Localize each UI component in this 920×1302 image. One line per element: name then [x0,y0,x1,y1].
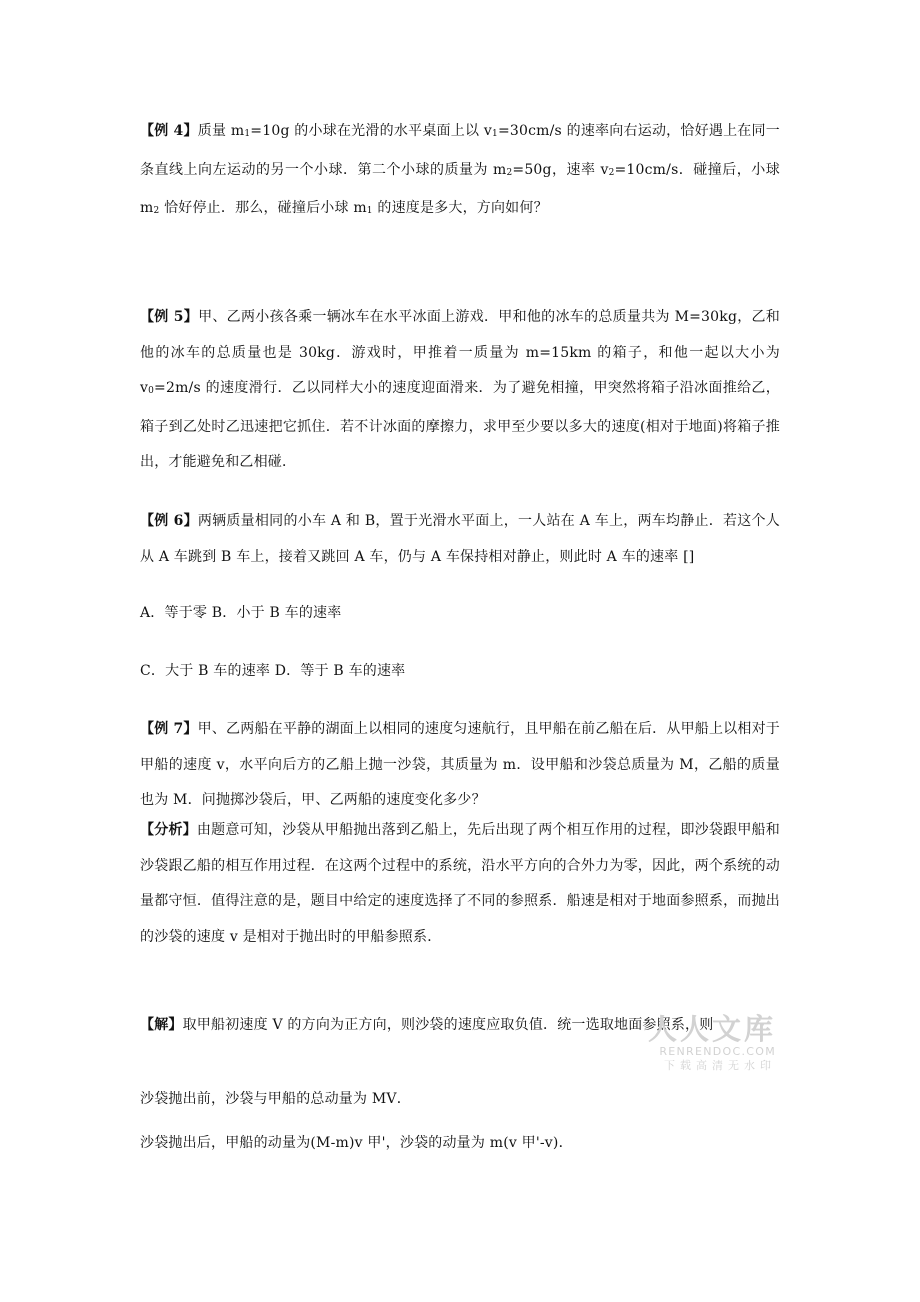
analysis-tag: 【分析】 [140,822,197,838]
watermark-url: RENRENDOC.COM [659,1045,776,1058]
example-6-options-ab: A．等于零 B．小于 B 车的速率 [140,605,342,621]
analysis-text: 由题意可知，沙袋从甲船抛出落到乙船上，先后出现了两个相互作用的过程，即沙袋跟甲船和沙袋跟乙船的相互作用过程．在这两个过程中的系统，沿水平方向的合外力为零，因此，两个系统的动量都守恒．值得注意的是，题目中给定的速度选择了不同的参照系．船速是相对于地面参照系，而抛出的沙袋的速度 v 是相对于抛出时的甲船参照系． [140,822,780,945]
example-7-text: 甲、乙两船在平静的湖面上以相同的速度匀速航行，且甲船在前乙船在后．从甲船上以相对于甲船的速度 v，水平向后方的乙船上抛一沙袋，其质量为 m．设甲船和沙袋总质量为 M，乙船的质量也为 M．问抛掷沙袋后，甲、乙两船的速度变化多少？ [140,721,780,808]
watermark-subtitle: 下载高清无水印 [664,1059,776,1072]
example-5-tag: 【例 5】 [140,309,199,325]
example-6-options-cd: C．大于 B 车的速率 D．等于 B 车的速率 [140,663,406,679]
example-7 [140,712,780,819]
example-4-tag: 【例 4】 [140,123,198,139]
example-4: 【例 4】质量 $m_1=10g$ 的小球在光滑的水平桌面上以 $v_1=30cm/s$ 的速率向右运动，恰好遇上在同一条直线上向左运动的另一个小球．第二个小球的质量为 $m_2=50g$，速率 $v_2=10cm/s$．碰撞后，小球 $m_2$ 恰好停止．那么，碰撞后小球 $m_1$ 的速度是多大，方向如何？ [140,123,780,216]
example-7-tag: 【例 7】 [140,721,198,737]
solution-line-3: 沙袋抛出后，甲船的动量为(M-m)v 甲'，沙袋的动量为 m(v 甲'-v)． [140,1135,573,1151]
example-6-text: 两辆质量相同的小车 A 和 B，置于光滑水平面上，一人站在 A 车上，两车均静止．若这个人从 A 车跳到 B 车上，接着又跳回 A 车，仍与 A 车保持相对静止，则此时 A 车的速率 [] [140,513,780,565]
watermark-title: 人人文库 [647,1012,776,1046]
example-6-tag: 【例 6】 [140,513,198,529]
solution-text: 取甲船初速度 V 的方向为正方向，则沙袋的速度应取负值．统一选取地面参照系，则 [182,1017,714,1033]
analysis [140,813,780,955]
solution-tag: 【解】 [140,1017,183,1033]
example-6 [140,504,780,575]
watermark [646,1013,776,1073]
solution-line-2: 沙袋抛出前，沙袋与甲船的总动量为 MV． [140,1091,411,1107]
example-5: 【例 5】甲、乙两小孩各乘一辆冰车在水平冰面上游戏．甲和他的冰车的总质量共为 M=30kg，乙和他的冰车的总质量也是 30kg．游戏时，甲推着一质量为 m=15km 的箱子，和他一起以大小为 $v_0=2m/s$ 的速度滑行．乙以同样大小的速度迎面滑来．为了避免相撞，甲突然将箱子沿冰面推给乙，箱子到乙处时乙迅速把它抓住．若不计冰面的摩擦力，求甲至少要以多大的速度(相对于地面)将箱子推出，才能避免和乙相碰． [140,309,780,470]
